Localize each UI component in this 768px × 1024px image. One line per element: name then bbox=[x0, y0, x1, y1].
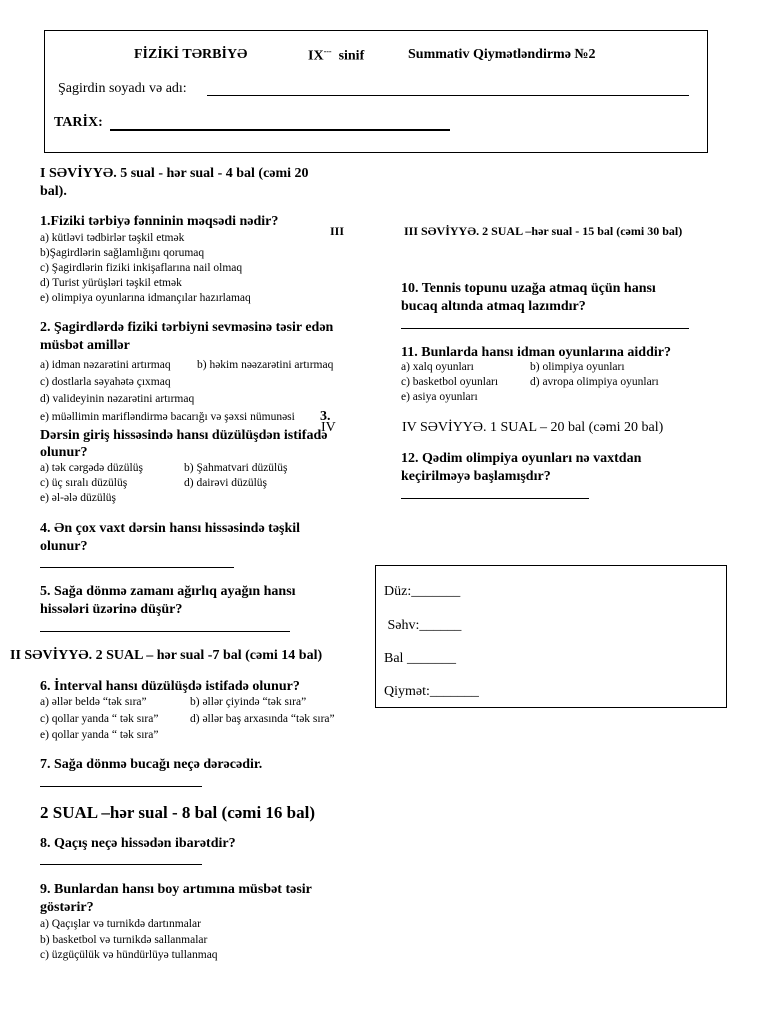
student-name-label: Şagirdin soyadı və adı: bbox=[58, 81, 187, 96]
q5-title-line1: 5. Sağa dönmə zamanı ağırlıq ayağın hansı bbox=[40, 584, 296, 599]
q11-option-d: d) avropa olimpiya oyunları bbox=[530, 376, 659, 388]
date-label: TARİX: bbox=[54, 115, 103, 130]
q7-answer-line[interactable] bbox=[40, 786, 202, 787]
q5-answer-line[interactable] bbox=[40, 631, 290, 632]
q9-option-b: b) basketbol və turnikdə sallanmalar bbox=[40, 934, 208, 946]
q2-option-e: e) müəllimin marifləndirmə bacarığı və şəxsi nümunəsi bbox=[40, 411, 295, 423]
student-name-line[interactable] bbox=[207, 95, 689, 96]
q4-answer-line[interactable] bbox=[40, 567, 234, 568]
q11-title: 11. Bunlarda hansı idman oyunlarına aiddir? bbox=[401, 345, 671, 360]
q9-option-a: a) Qaçışlar və turnikdə dartınmalar bbox=[40, 918, 201, 930]
q1-option-b: b)Şagirdlərin sağlamlığını qorumaq bbox=[40, 247, 205, 259]
q3-number: 3. bbox=[320, 409, 331, 424]
stray-iii-label: III bbox=[330, 224, 345, 238]
section2-heading: II SƏVİYYƏ. 2 SUAL – hər sual -7 bal (cəmi 14 bal) bbox=[10, 648, 323, 663]
q6-title: 6. İnterval hansı düzülüşdə istifadə olunur? bbox=[40, 679, 300, 694]
grade-word: sinif bbox=[338, 48, 365, 64]
q11-option-b: b) olimpiya oyunları bbox=[530, 361, 625, 373]
score-correct: Düz:_______ bbox=[384, 584, 461, 599]
q3-title-line1: Dərsin giriş hissəsində hansı düzülüşdən istifadə bbox=[40, 428, 328, 443]
q4-title-line2: olunur? bbox=[40, 539, 88, 554]
section4-heading: IV SƏVİYYƏ. 1 SUAL – 20 bal (cəmi 20 bal) bbox=[402, 420, 664, 435]
q6-option-c: c) qollar yanda “ tək sıra” bbox=[40, 713, 159, 725]
q10-title-line1: 10. Tennis topunu uzağa atmaq üçün hansı bbox=[401, 281, 656, 296]
q3-option-a: a) tək cərgədə düzülüş bbox=[40, 462, 143, 474]
date-line[interactable] bbox=[110, 129, 450, 131]
q1-title: 1.Fiziki tərbiyə fənninin məqsədi nədir? bbox=[40, 214, 279, 229]
q9-title-line1: 9. Bunlardan hansı boy artımına müsbət təsir bbox=[40, 882, 312, 897]
q2-option-a: a) idman nəzarətini artırmaq bbox=[40, 359, 171, 371]
q12-answer-line[interactable] bbox=[401, 498, 589, 499]
q2-option-b: b) həkim nəəzarətini artırmaq bbox=[197, 359, 334, 371]
q9-title-line2: göstərir? bbox=[40, 900, 94, 915]
stray-iv-label: IV bbox=[321, 420, 336, 435]
q11-option-e: e) asiya oyunları bbox=[401, 391, 478, 403]
q2-title-line1: 2. Şagirdlərdə fiziki tərbiyni sevməsinə təsir edən bbox=[40, 320, 334, 335]
subject-title: FİZİKİ TƏRBİYƏ bbox=[134, 47, 248, 62]
q11-option-a: a) xalq oyunları bbox=[401, 361, 474, 373]
q8-title: 8. Qaçış neçə hissədən ibarətdir? bbox=[40, 836, 236, 851]
q3-option-d: d) dairəvi düzülüş bbox=[184, 477, 268, 489]
section2-subheading: 2 SUAL –hər sual - 8 bal (cəmi 16 bal) bbox=[40, 803, 316, 822]
score-grade: Qiymət:_______ bbox=[384, 684, 479, 699]
q3-option-b: b) Şahmatvari düzülüş bbox=[184, 462, 288, 474]
q7-title: 7. Sağa dönmə bucağı neçə dərəcədir. bbox=[40, 757, 263, 772]
q4-title-line1: 4. Ən çox vaxt dərsin hansı hissəsində təşkil bbox=[40, 521, 301, 536]
q8-answer-line[interactable] bbox=[40, 864, 202, 865]
assessment-title: Summativ Qiymətləndirmə №2 bbox=[408, 47, 596, 62]
q12-title-line2: keçirilməyə başlamışdır? bbox=[401, 469, 551, 484]
q12-title-line1: 12. Qədim olimpiya oyunları nə vaxtdan bbox=[401, 451, 642, 466]
q6-option-a: a) əllər beldə “tək sıra” bbox=[40, 696, 147, 708]
q10-title-line2: bucaq altında atmaq lazımdır? bbox=[401, 299, 586, 314]
q3-option-e: e) əl-ələ düzülüş bbox=[40, 492, 116, 504]
section3-heading: III SƏVİYYƏ. 2 SUAL –hər sual - 15 bal (cəmi 30 bal) bbox=[404, 224, 683, 238]
grade-number: IX bbox=[308, 48, 324, 64]
q1-option-d: d) Turist yürüşləri təşkil etmək bbox=[40, 277, 182, 289]
section1-heading-line2: bal). bbox=[40, 184, 67, 199]
q2-option-c: c) dostlarla səyahətə çıxmaq bbox=[40, 376, 171, 388]
q5-title-line2: hissələri üzərinə düşür? bbox=[40, 602, 183, 617]
q2-title-line2: müsbət amillər bbox=[40, 338, 130, 353]
section1-heading-line1: I SƏVİYYƏ. 5 sual - hər sual - 4 bal (cəmi 20 bbox=[40, 166, 309, 181]
score-points: Bal _______ bbox=[384, 651, 456, 666]
score-wrong: Səhv:______ bbox=[384, 618, 462, 633]
q3-title-line2: olunur? bbox=[40, 445, 88, 460]
grade-superscript: --- bbox=[323, 47, 332, 56]
q6-option-d: d) əllər baş arxasında “tək sıra” bbox=[190, 713, 335, 725]
q10-answer-line[interactable] bbox=[401, 328, 689, 329]
q11-option-c: c) basketbol oyunları bbox=[401, 376, 499, 388]
q9-option-c: c) üzgüçülük və hündürlüyə tullanmaq bbox=[40, 949, 218, 961]
q6-option-e: e) qollar yanda “ tək sıra” bbox=[40, 729, 159, 741]
q1-option-e: e) olimpiya oyunlarına idmançılar hazırlamaq bbox=[40, 292, 251, 304]
q3-option-c: c) üç sıralı düzülüş bbox=[40, 477, 128, 489]
q6-option-b: b) əllər çiyində “tək sıra” bbox=[190, 696, 307, 708]
q1-option-c: c) Şagirdlərin fiziki inkişaflarına nail olmaq bbox=[40, 262, 243, 274]
grade-label bbox=[308, 47, 364, 65]
q1-option-a: a) kütləvi tədbirlər təşkil etmək bbox=[40, 232, 185, 244]
q2-option-d: d) valideyinin nəzarətini artırmaq bbox=[40, 393, 195, 405]
